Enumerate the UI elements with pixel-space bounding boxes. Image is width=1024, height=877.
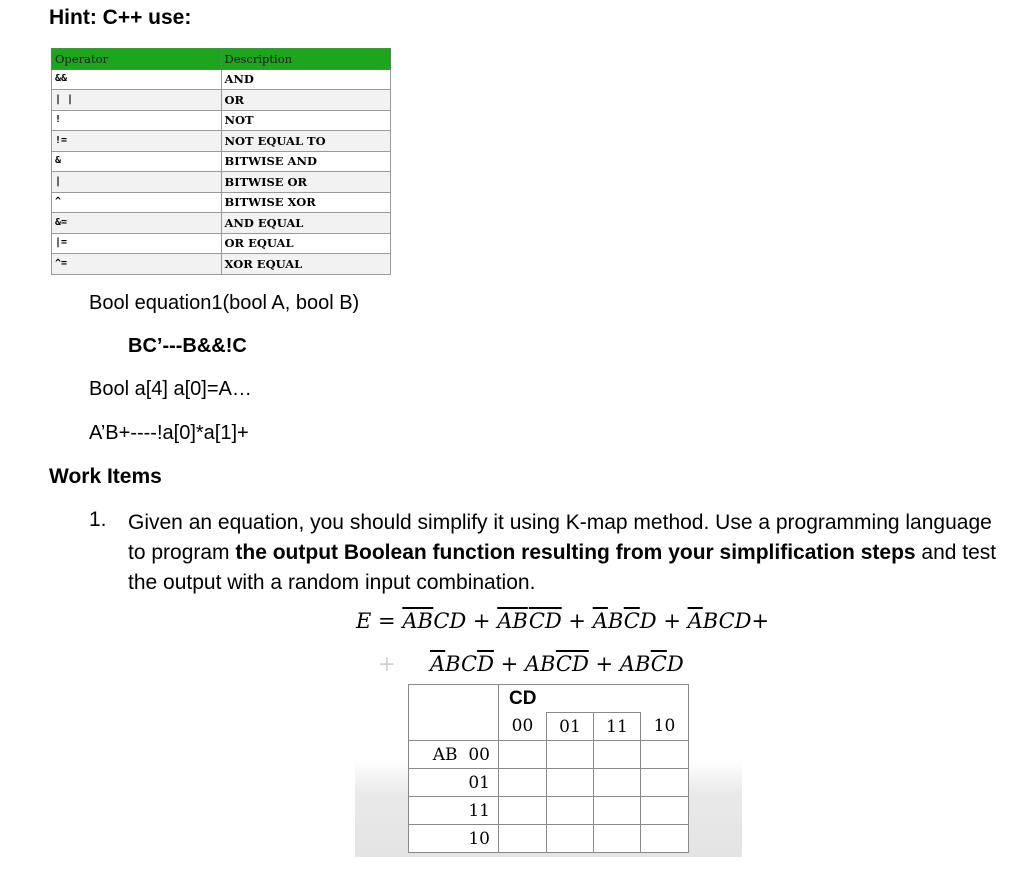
kmap-blank (641, 685, 689, 713)
equation-term: $\overline{AB}\overline{CD}$ (497, 609, 562, 633)
table-row (52, 131, 391, 152)
table-row (52, 254, 391, 275)
description-cell: OR EQUAL (221, 233, 391, 254)
kmap-cell (594, 797, 641, 825)
plus-sign: + (472, 609, 491, 633)
description-header: Description (221, 49, 391, 70)
kmap-cell (547, 769, 594, 797)
item-text-part: Given an equation, you should simplify it using K-map method. Use a programming language to program (128, 511, 992, 564)
kmap-row-label: 11 (409, 797, 499, 825)
kmap-row-variable: AB (432, 744, 458, 765)
table-row (52, 192, 391, 213)
plus-sign: + (751, 609, 770, 633)
kmap-row-label: 01 (409, 769, 499, 797)
equation-term: $\overline{A}B\overline{C}D$ (592, 609, 657, 633)
kmap-cell (499, 797, 547, 825)
kmap-blank (547, 685, 594, 713)
kmap-corner-lower (409, 713, 499, 741)
description-cell: XOR EQUAL (221, 254, 391, 275)
equation-term: $\overline{A}BCD$ (687, 609, 752, 633)
kmap-column-label: 00 (499, 713, 547, 741)
kmap-corner (409, 685, 499, 713)
equation-term: $AB\overline{CD}$ (524, 652, 589, 676)
plus-sign: + (500, 652, 519, 676)
kmap-column-label: 01 (547, 713, 594, 741)
description-cell: AND EQUAL (221, 213, 391, 234)
kmap-cell (547, 825, 594, 853)
kmap-cell (499, 769, 547, 797)
kmap-cell (499, 741, 547, 769)
kmap-cell (594, 825, 641, 853)
description-cell: BITWISE XOR (221, 192, 391, 213)
karnaugh-map (408, 684, 689, 853)
kmap-row-label (409, 741, 499, 769)
operator-cell: &= (52, 213, 222, 234)
kmap-cell (641, 769, 689, 797)
description-cell: OR (221, 90, 391, 111)
operator-cell: | | (52, 90, 222, 111)
kmap-cell (594, 741, 641, 769)
table-row (52, 151, 391, 172)
table-row (52, 233, 391, 254)
list-item-number: 1. (89, 508, 107, 531)
kmap-cell (641, 741, 689, 769)
equals-sign: = (378, 609, 396, 633)
work-items-heading: Work Items (49, 465, 162, 488)
plus-sign: + (663, 609, 681, 633)
code-line-bc: BC’---B&&!C (128, 335, 247, 357)
operator-cell: ! (52, 110, 222, 131)
operator-cell: != (52, 131, 222, 152)
operator-table-header (52, 49, 391, 70)
operator-cell: && (52, 69, 222, 90)
kmap-cell (594, 769, 641, 797)
equation-lhs: E (356, 609, 372, 633)
item-text-bold: the output Boolean function resulting from your simplification steps (235, 541, 916, 564)
operator-cell: ^ (52, 192, 222, 213)
equation-line-2 (430, 652, 684, 676)
equation-line-1 (356, 609, 769, 633)
kmap-cell (547, 797, 594, 825)
faint-plus-mark: + (378, 652, 396, 676)
operator-cell: | (52, 172, 222, 193)
kmap-row-value: 00 (468, 744, 490, 765)
table-row (52, 110, 391, 131)
table-row (52, 172, 391, 193)
plus-sign: + (568, 609, 587, 633)
equation-term: $\overline{A}BC\overline{D}$ (430, 652, 494, 676)
code-line-array: Bool a[4] a[0]=A… (89, 378, 252, 400)
code-line-equation1: Bool equation1(bool A, bool B) (89, 292, 360, 314)
kmap-row-label: 10 (409, 825, 499, 853)
table-row (52, 213, 391, 234)
operator-header: Operator (52, 49, 222, 70)
list-item (128, 508, 1008, 598)
kmap-column-label: 11 (594, 713, 641, 741)
description-cell: NOT EQUAL TO (221, 131, 391, 152)
operator-cell: |= (52, 233, 222, 254)
operator-cell: & (52, 151, 222, 172)
kmap-column-variable: CD (499, 685, 547, 713)
kmap-cell (641, 825, 689, 853)
kmap-blank (594, 685, 641, 713)
description-cell: BITWISE OR (221, 172, 391, 193)
table-row (52, 69, 391, 90)
item-text-part: and test the output with a random input combination. (128, 541, 997, 594)
description-cell: AND (221, 69, 391, 90)
kmap-column-label: 10 (641, 713, 689, 741)
plus-sign: + (595, 652, 614, 676)
code-line-ab: A’B+----!a[0]*a[1]+ (89, 422, 249, 444)
operator-cell: ^= (52, 254, 222, 275)
kmap-cell (547, 741, 594, 769)
operator-table (51, 48, 391, 275)
kmap-cell (499, 825, 547, 853)
description-cell: BITWISE AND (221, 151, 391, 172)
hint-heading: Hint: C++ use: (49, 6, 192, 29)
kmap-cell (641, 797, 689, 825)
equation-term: $AB\overline{C}D$ (619, 652, 684, 676)
table-row (52, 90, 391, 111)
equation-term: $\overline{AB}CD$ (402, 609, 467, 633)
description-cell: NOT (221, 110, 391, 131)
